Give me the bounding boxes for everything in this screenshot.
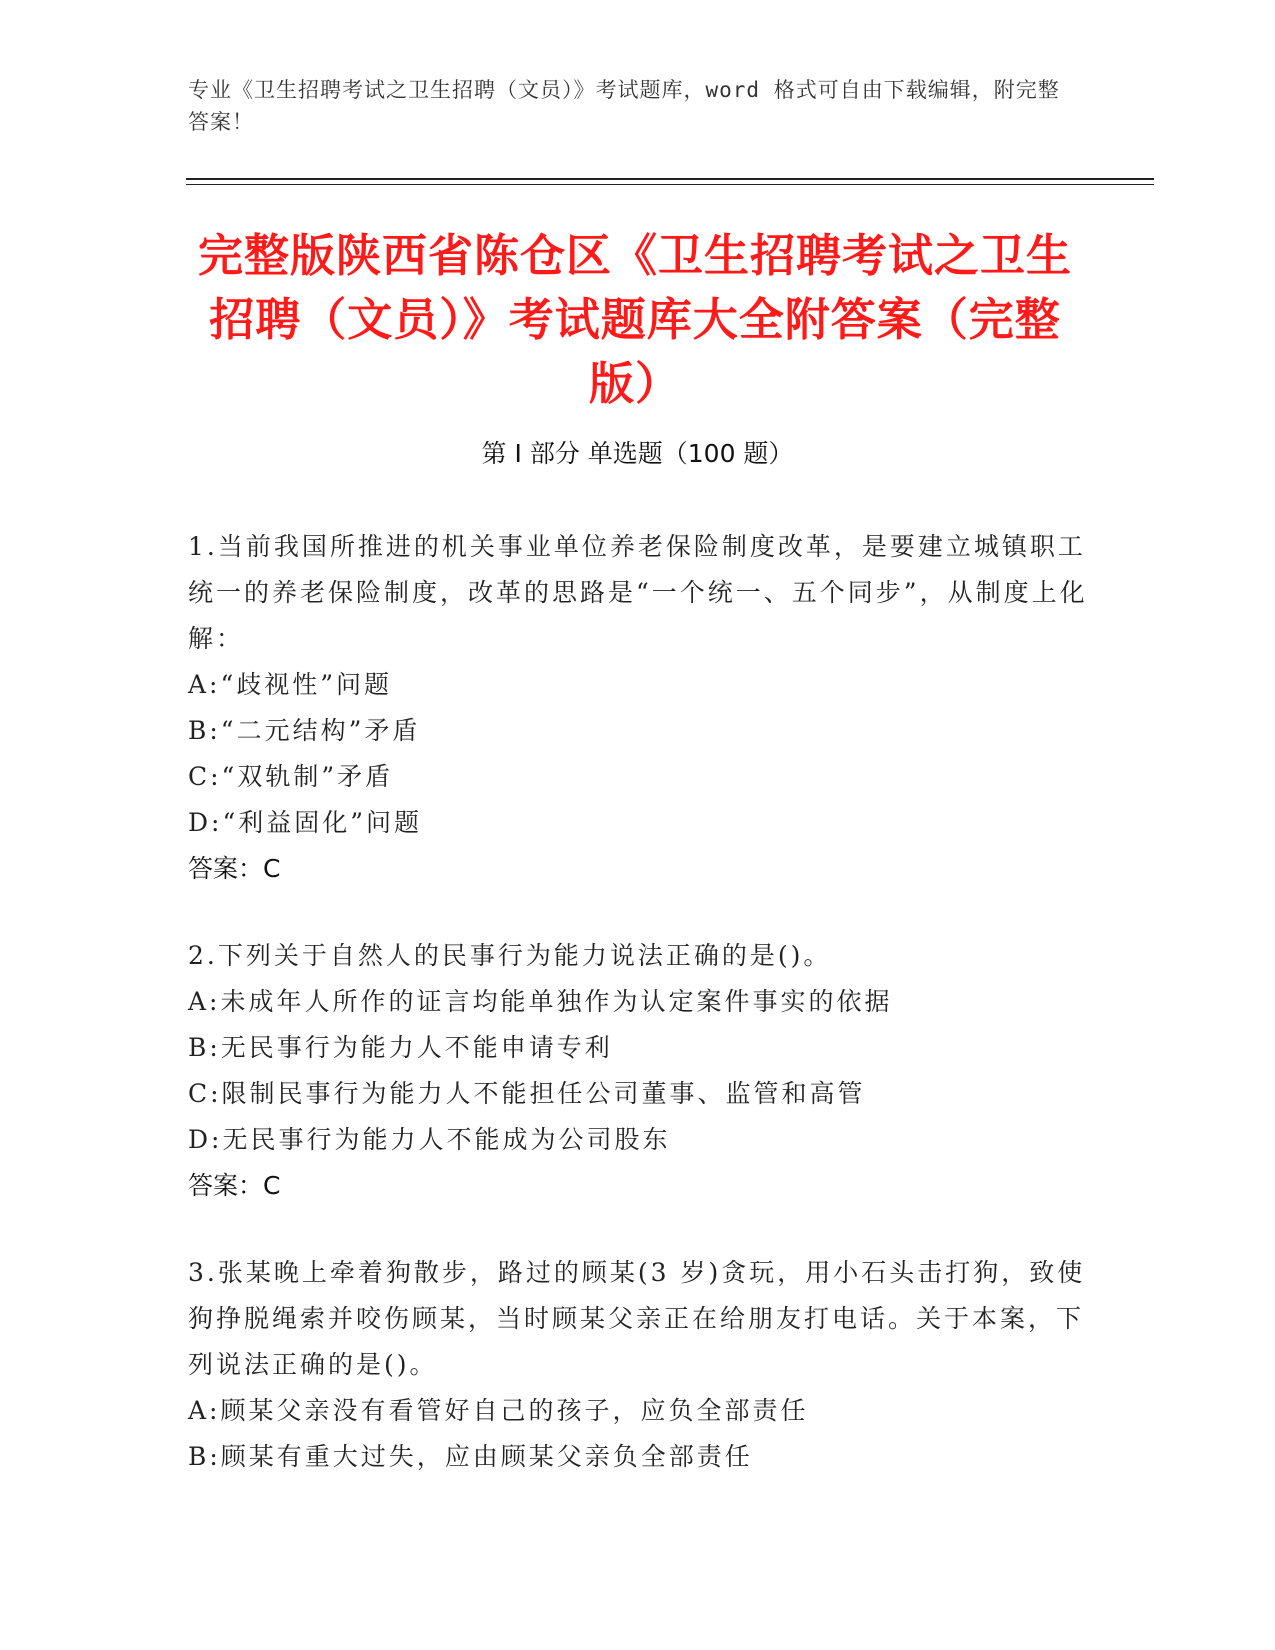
option-d: D:“利益固化”问题 xyxy=(188,808,423,837)
question-stem: 3.张某晚上牵着狗散步，路过的顾某(3 岁)贪玩，用小石头击打狗，致使狗挣脱绳索并咬伤顾某，当时顾某父亲正在给朋友打电话。关于本案，下列说法正确的是()。 xyxy=(188,1258,1086,1379)
question-3 xyxy=(188,1250,1088,1480)
option-b: B:顾某有重大过失，应由顾某父亲负全部责任 xyxy=(188,1442,753,1471)
option-b: B:“二元结构”矛盾 xyxy=(188,716,421,745)
document-title: 完整版陕西省陈仓区《卫生招聘考试之卫生招聘（文员）》考试题库大全附答案（完整版） xyxy=(197,229,1072,410)
option-a: A:未成年人所作的证言均能单独作为认定案件事实的依据 xyxy=(188,987,893,1016)
header-rule-thick xyxy=(186,178,1154,180)
question-2 xyxy=(188,933,1088,1209)
option-b: B:无民事行为能力人不能申请专利 xyxy=(188,1033,613,1062)
answer-line: 答案：C xyxy=(188,854,281,883)
section-heading: 第 I 部分 单选题（100 题） xyxy=(481,439,794,468)
question-1 xyxy=(188,524,1088,892)
question-stem: 1.当前我国所推进的机关事业单位养老保险制度改革，是要建立城镇职工统一的养老保险制度，改革的思路是“一个统一、五个同步”，从制度上化解： xyxy=(188,532,1088,653)
header-note: 专业《卫生招聘考试之卫生招聘（文员）》考试题库，word 格式可自由下载编辑，附完整答案！ xyxy=(188,78,1060,134)
question-stem: 2.下列关于自然人的民事行为能力说法正确的是()。 xyxy=(188,941,832,970)
answer-line: 答案：C xyxy=(188,1171,281,1200)
option-a: A:顾某父亲没有看管好自己的孩子，应负全部责任 xyxy=(188,1396,809,1425)
option-a: A:“歧视性”问题 xyxy=(188,670,393,699)
option-c: C:“双轨制”矛盾 xyxy=(188,762,394,791)
header-rule-thin xyxy=(186,184,1154,185)
option-d: D:无民事行为能力人不能成为公司股东 xyxy=(188,1125,671,1154)
option-c: C:限制民事行为能力人不能担任公司董事、监管和高管 xyxy=(188,1079,866,1108)
